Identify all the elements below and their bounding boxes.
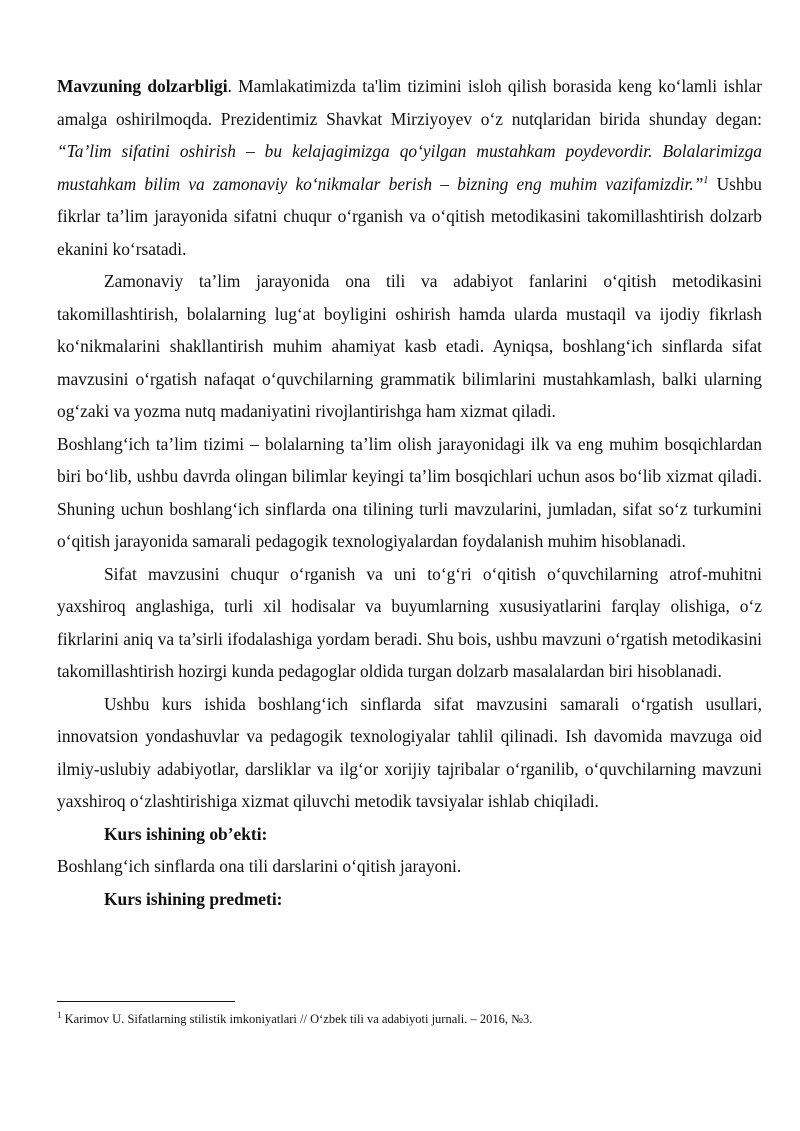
footnote-ref: 1 (703, 174, 709, 186)
footnote-number: 1 (57, 1009, 62, 1020)
footnote (57, 1010, 762, 1028)
president-quote: “Ta’lim sifatini oshirish – bu kelajagimizga qo‘yilgan mustahkam poydevordir. Bolalarimizga mustahkam bilim va zamonaviy ko‘nikmalar berish – bizning eng muhim vazifamizdir.” (57, 141, 762, 194)
footnote-separator (57, 1001, 235, 1002)
document-body (57, 70, 762, 915)
object-text: Boshlang‘ich sinflarda ona tili darslarini o‘qitish jarayoni. (57, 856, 462, 876)
paragraph-relevance (57, 70, 762, 265)
subject-heading: Kurs ishining predmeti: (104, 888, 283, 909)
paragraph-adjective-topic: Sifat mavzusini chuqur o‘rganish va uni to‘g‘ri o‘qitish o‘quvchilarning atrof-muhitni yaxshiroq anglashiga, turli xil hodisalar va buyumlarning xususiyatlarini farqlay olishiga, o‘z fikrlarini aniq va ta’sirli ifodalashiga yordam beradi. Shu bois, ushbu mavzuni o‘rgatish metodikasini takomillashtirish hozirgi kunda pedagoglar oldida turgan dolzarb masalalardan biri hisoblanadi. (57, 563, 762, 681)
relevance-lead: Mavzuning dolzarbligi (57, 76, 228, 96)
paragraph-modern-education: Zamonaviy ta’lim jarayonida ona tili va adabiyot fanlarini o‘qitish metodikasini takomillashtirish, bolalarning lug‘at boyligini oshirish hamda ularda mustaqil va ijodiy fikrlash ko‘nikmalarini shakllantirish muhim ahamiyat kasb etadi. Ayniqsa, boshlang‘ich sinflarda sifat mavzusini o‘rgatish nafaqat o‘quvchilarning grammatik bilimlarini mustahkamlash, balki ularning og‘zaki va yozma nutq madaniyatini rivojlantirishga ham xizmat qiladi. (57, 271, 762, 421)
footnote-text: Karimov U. Sifatlarning stilistik imkoniyatlari // O‘zbek tili va adabiyoti jurnali. – 2016, №3. (61, 1012, 533, 1026)
paragraph-primary-education: Boshlang‘ich ta’lim tizimi – bolalarning ta’lim olish jarayonidagi ilk va eng muhim bosqichlardan biri bo‘lib, ushbu davrda olingan bilimlar keyingi ta’lim bosqichlari uchun asos bo‘lib xizmat qiladi. Shuning uchun boshlang‘ich sinflarda ona tilining turli mavzularini, jumladan, sifat so‘z turkumini o‘qitish jarayonida samarali pedagogik texnologiyalardan foydalanish muhim hisoblanadi. (57, 433, 762, 551)
object-heading: Kurs ishining ob’ekti: (104, 823, 268, 844)
relevance-text-b: Ushbu fikrlar ta’lim jarayonida sifatni chuqur o‘rganish va o‘qitish metodikasini takomillashtirish dolzarb ekanini ko‘rsatadi. (57, 173, 762, 259)
paragraph-course-work: Ushbu kurs ishida boshlang‘ich sinflarda sifat mavzusini samarali o‘rgatish usullari, innovatsion yondashuvlar va pedagogik texnologiyalar tahlil qilinadi. Ish davomida mavzuga oid ilmiy-uslubiy adabiyotlar, darsliklar va ilg‘or xorijiy tajribalar o‘rganilib, o‘quvchilarning mavzuni yaxshiroq o‘zlashtirishiga xizmat qiluvchi metodik tavsiyalar ishlab chiqiladi. (57, 693, 762, 811)
relevance-text-a: . Mamlakatimizda ta'lim tizimini isloh qilish borasida keng ko‘lamli ishlar amalga oshirilmoqda. Prezidentimiz Shavkat Mirziyoyev o‘z nutqlaridan birida shunday degan: (57, 76, 762, 129)
